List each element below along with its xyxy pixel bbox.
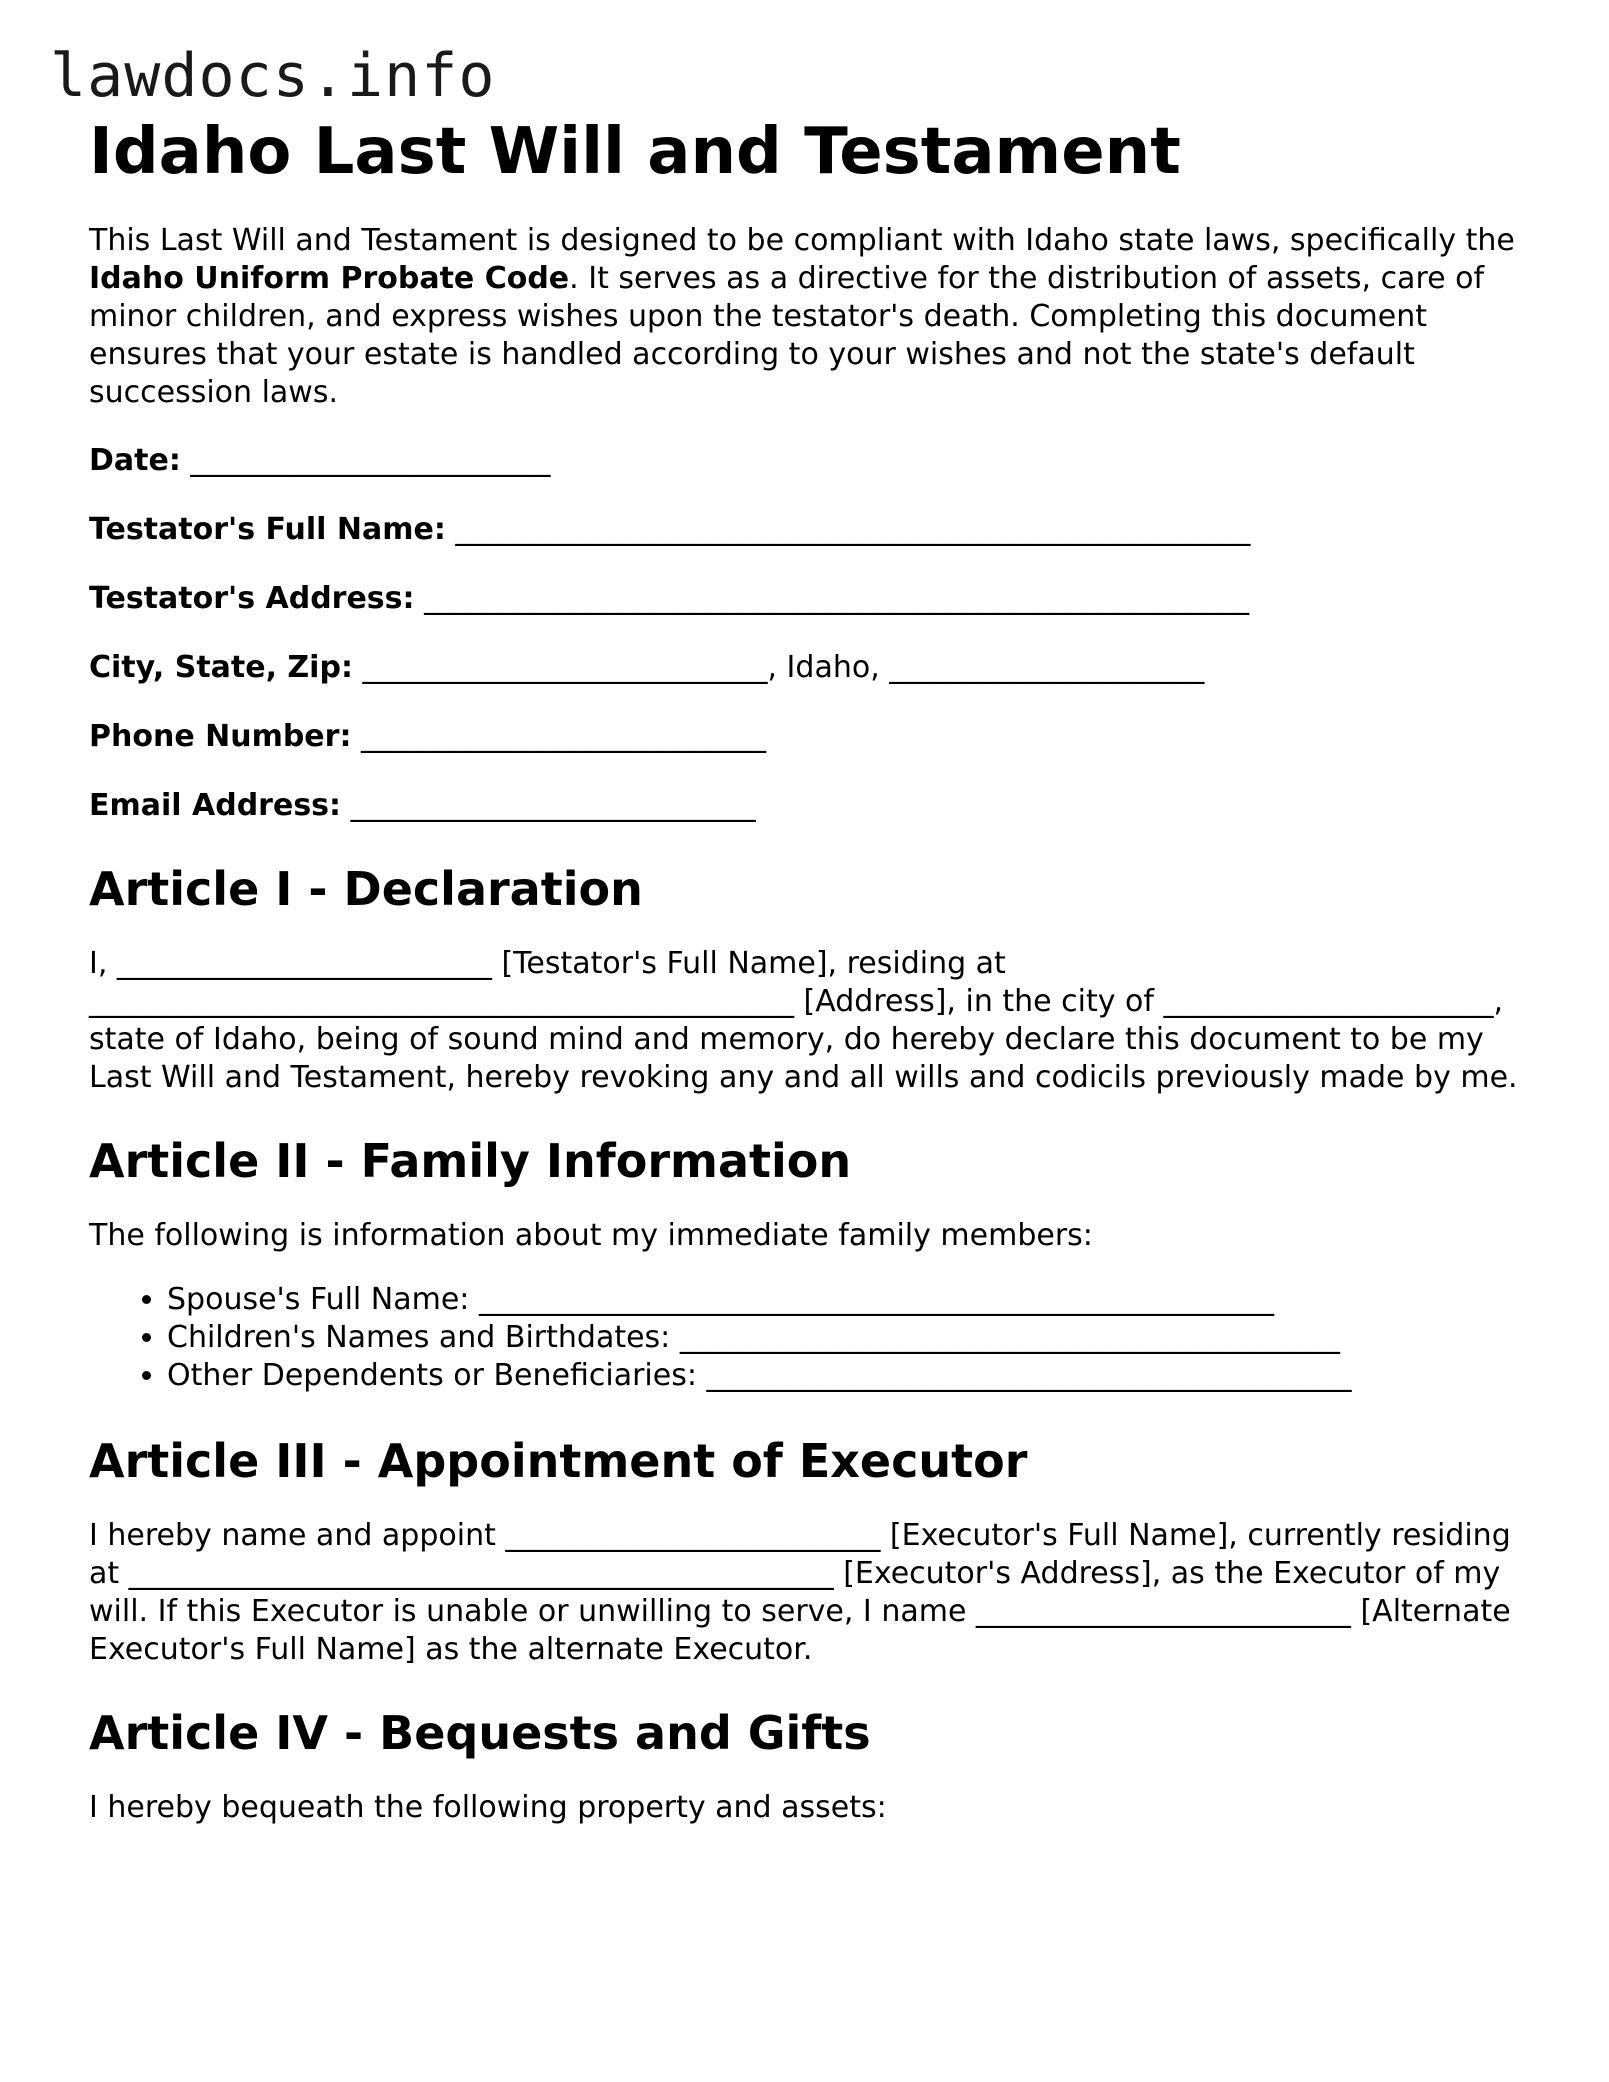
- article-2-text: The following is information about my immediate family members:: [89, 1218, 1093, 1253]
- article-1-text: I, _________________________ [Testator's Full Name], residing at _______________________________________________ [Address], in the city of ______________________, state of Idaho, being of sound mind and memory, do hereby declare this document to be my Last Will and Testament, hereby revoking any and all wills and codicils previously made by me.: [89, 946, 1518, 1095]
- article-4-heading: Article IV - Bequests and Gifts: [89, 1706, 871, 1760]
- list-item-children: • Children's Names and Birthdates: ____________________________________________: [167, 1319, 1529, 1357]
- intro-text-before: This Last Will and Testament is designed to be compliant with Idaho state laws, specifically the: [89, 223, 1515, 258]
- field-email-label: Email Address:: [89, 788, 342, 823]
- field-testator-address-blank[interactable]: _______________________________________________________: [424, 581, 1250, 616]
- article-2-heading: Article II - Family Information: [89, 1134, 852, 1188]
- field-testator-name-blank[interactable]: _____________________________________________________: [455, 512, 1251, 547]
- article-3-heading: Article III - Appointment of Executor: [89, 1434, 1028, 1488]
- field-date-label: Date:: [89, 443, 181, 478]
- article-1-heading: Article I - Declaration: [89, 862, 643, 916]
- field-phone-blank[interactable]: ___________________________: [361, 719, 766, 754]
- field-city-blank[interactable]: ___________________________: [362, 650, 768, 685]
- field-city-state-zip: [89, 649, 1529, 687]
- field-date-blank[interactable]: ________________________: [190, 443, 551, 478]
- field-phone: [89, 718, 1529, 756]
- field-email: [89, 787, 1529, 825]
- field-zip-blank[interactable]: _____________________: [889, 650, 1205, 685]
- field-email-blank[interactable]: ___________________________: [350, 788, 756, 823]
- field-city-state-text: , Idaho,: [767, 650, 890, 685]
- field-city-label: City, State, Zip:: [89, 650, 353, 685]
- field-testator-address-label: Testator's Address:: [89, 581, 415, 616]
- intro-bold-code: Idaho Uniform Probate Code: [89, 261, 570, 296]
- family-list: [89, 1281, 1529, 1395]
- article-3-text: I hereby name and appoint _________________________ [Executor's Full Name], currently residing at _______________________________________________ [Executor's Address], as the Executor of my will. If this Executor is unable or unwilling to serve, I name _________________________ [Alternate Executor's Full Name] as the alternate Executor.: [89, 1518, 1511, 1667]
- list-item-spouse: • Spouse's Full Name: _____________________________________________________: [167, 1281, 1529, 1319]
- field-testator-name: [89, 511, 1529, 549]
- field-date: [89, 442, 1529, 480]
- intro-text-after: . It serves as a directive for the distribution of assets, care of minor children, and express wishes upon the testator's death. Completing this document ensures that your estate is handled according to your wishes and not the state's default succession laws.: [89, 261, 1485, 410]
- document-page: [89, 112, 1529, 1827]
- field-testator-name-label: Testator's Full Name:: [89, 512, 446, 547]
- watermark-logo: lawdocs.info: [50, 41, 496, 111]
- field-phone-label: Phone Number:: [89, 719, 352, 754]
- field-testator-address: [89, 580, 1529, 618]
- document-title: Idaho Last Will and Testament: [89, 115, 1181, 189]
- intro-paragraph: [89, 222, 1529, 412]
- list-item-dependents: • Other Dependents or Beneficiaries: ___________________________________________: [167, 1357, 1529, 1395]
- article-4-text: I hereby bequeath the following property and assets:: [89, 1790, 887, 1825]
